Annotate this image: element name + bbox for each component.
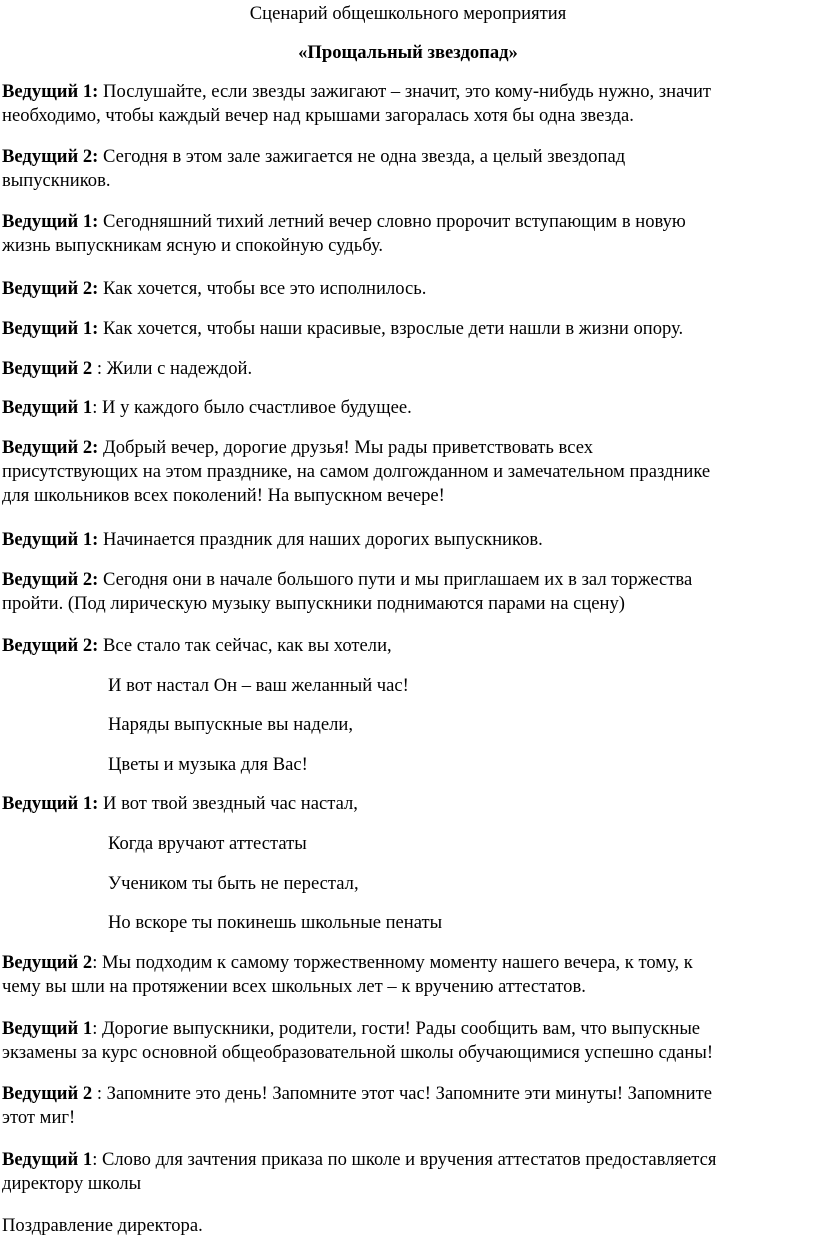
verse-line: Наряды выпускные вы надели,	[108, 714, 353, 735]
paragraph-text: : Жили с надеждой.	[92, 358, 253, 379]
paragraph-text: выпускников.	[2, 170, 111, 191]
paragraph	[2, 792, 812, 816]
paragraph-text: Сегодня в этом зале зажигается не одна звезда, а целый звездопад	[98, 146, 626, 167]
paragraph-text: для школьников всех поколений! На выпускном вечере!	[2, 485, 445, 506]
paragraph	[2, 568, 812, 616]
paragraph-text: этот миг!	[2, 1107, 76, 1128]
paragraph	[2, 634, 812, 658]
paragraph-text: чему вы шли на протяжении всех школьных лет – к вручению аттестатов.	[2, 976, 586, 997]
speaker-label: Ведущий 1:	[2, 793, 99, 814]
speaker-label: Ведущий 1:	[2, 318, 99, 339]
speaker-label: Ведущий 1:	[2, 529, 99, 550]
speaker-label: Ведущий 1	[2, 1149, 93, 1170]
paragraph-text: : Дорогие выпускники, родители, гости! Рады сообщить вам, что выпускные	[92, 1018, 701, 1039]
paragraph-text: И вот твой звездный час настал,	[98, 793, 358, 814]
speaker-label: Ведущий 2:	[2, 146, 99, 167]
speaker-label: Ведущий 2:	[2, 437, 99, 458]
paragraph-text: Как хочется, чтобы наши красивые, взрослые дети нашли в жизни опору.	[98, 318, 684, 339]
speaker-label: Ведущий 2:	[2, 278, 99, 299]
speaker-label: Ведущий 2:	[2, 569, 99, 590]
speaker-label: Ведущий 1	[2, 397, 93, 418]
paragraph	[2, 80, 812, 128]
paragraph-text: пройти. (Под лирическую музыку выпускники поднимаются парами на сцену)	[2, 593, 625, 614]
verse-line: Но вскоре ты покинешь школьные пенаты	[108, 912, 443, 933]
paragraph-text: : Слово для зачтения приказа по школе и вручения аттестатов предоставляется	[92, 1149, 717, 1170]
paragraph-text: Сегодняшний тихий летний вечер словно пророчит вступающим в новую	[98, 211, 686, 232]
document-title: Сценарий общешкольного мероприятия	[249, 3, 567, 24]
paragraph-text: необходимо, чтобы каждый вечер над крышами загоралась хотя бы одна звезда.	[2, 105, 634, 126]
paragraph	[2, 210, 812, 258]
verse-line: И вот настал Он – ваш желанный час!	[108, 675, 409, 696]
paragraph	[2, 396, 812, 420]
speaker-label: Ведущий 2	[2, 358, 93, 379]
paragraph-text: Начинается праздник для наших дорогих выпускников.	[98, 529, 543, 550]
paragraph-text: присутствующих на этом празднике, на самом долгожданном и замечательном празднике	[2, 461, 711, 482]
paragraph-text: Сегодня они в начале большого пути и мы приглашаем их в зал торжества	[98, 569, 693, 590]
paragraph	[2, 357, 812, 381]
closing-line: Поздравление директора.	[2, 1215, 203, 1236]
document-subtitle: «Прощальный звездопад»	[298, 42, 518, 63]
paragraph-text: директору школы	[2, 1173, 142, 1194]
paragraph-text: жизнь выпускникам ясную и спокойную судьбу.	[2, 235, 384, 256]
paragraph-text: : И у каждого было счастливое будущее.	[92, 397, 412, 418]
paragraph-text: Послушайте, если звезды зажигают – значит, это кому-нибудь нужно, значит	[98, 81, 712, 102]
paragraph	[2, 145, 812, 193]
speaker-label: Ведущий 1	[2, 1018, 93, 1039]
paragraph	[2, 1082, 812, 1130]
paragraph	[2, 1017, 812, 1065]
speaker-label: Ведущий 2	[2, 1083, 93, 1104]
verse-line: Цветы и музыка для Вас!	[108, 754, 308, 775]
paragraph	[2, 317, 812, 341]
paragraph-text: Все стало так сейчас, как вы хотели,	[98, 635, 392, 656]
paragraph	[2, 951, 812, 999]
paragraph-text: : Запомните это день! Запомните этот час! Запомните эти минуты! Запомните	[92, 1083, 712, 1104]
speaker-label: Ведущий 1:	[2, 81, 99, 102]
paragraph-text: : Мы подходим к самому торжественному моменту нашего вечера, к тому, к	[92, 952, 693, 973]
paragraph-text: экзамены за курс основной общеобразовательной школы обучающимися успешно сданы!	[2, 1042, 714, 1063]
speaker-label: Ведущий 1:	[2, 211, 99, 232]
paragraph	[2, 1148, 812, 1196]
paragraph	[2, 277, 812, 301]
paragraph	[2, 528, 812, 552]
verse-line: Учеником ты быть не перестал,	[108, 873, 359, 894]
verse-line: Когда вручают аттестаты	[108, 833, 307, 854]
paragraph	[2, 436, 812, 508]
paragraph-text: Добрый вечер, дорогие друзья! Мы рады приветствовать всех	[98, 437, 594, 458]
speaker-label: Ведущий 2	[2, 952, 93, 973]
paragraph-text: Как хочется, чтобы все это исполнилось.	[98, 278, 427, 299]
speaker-label: Ведущий 2:	[2, 635, 99, 656]
